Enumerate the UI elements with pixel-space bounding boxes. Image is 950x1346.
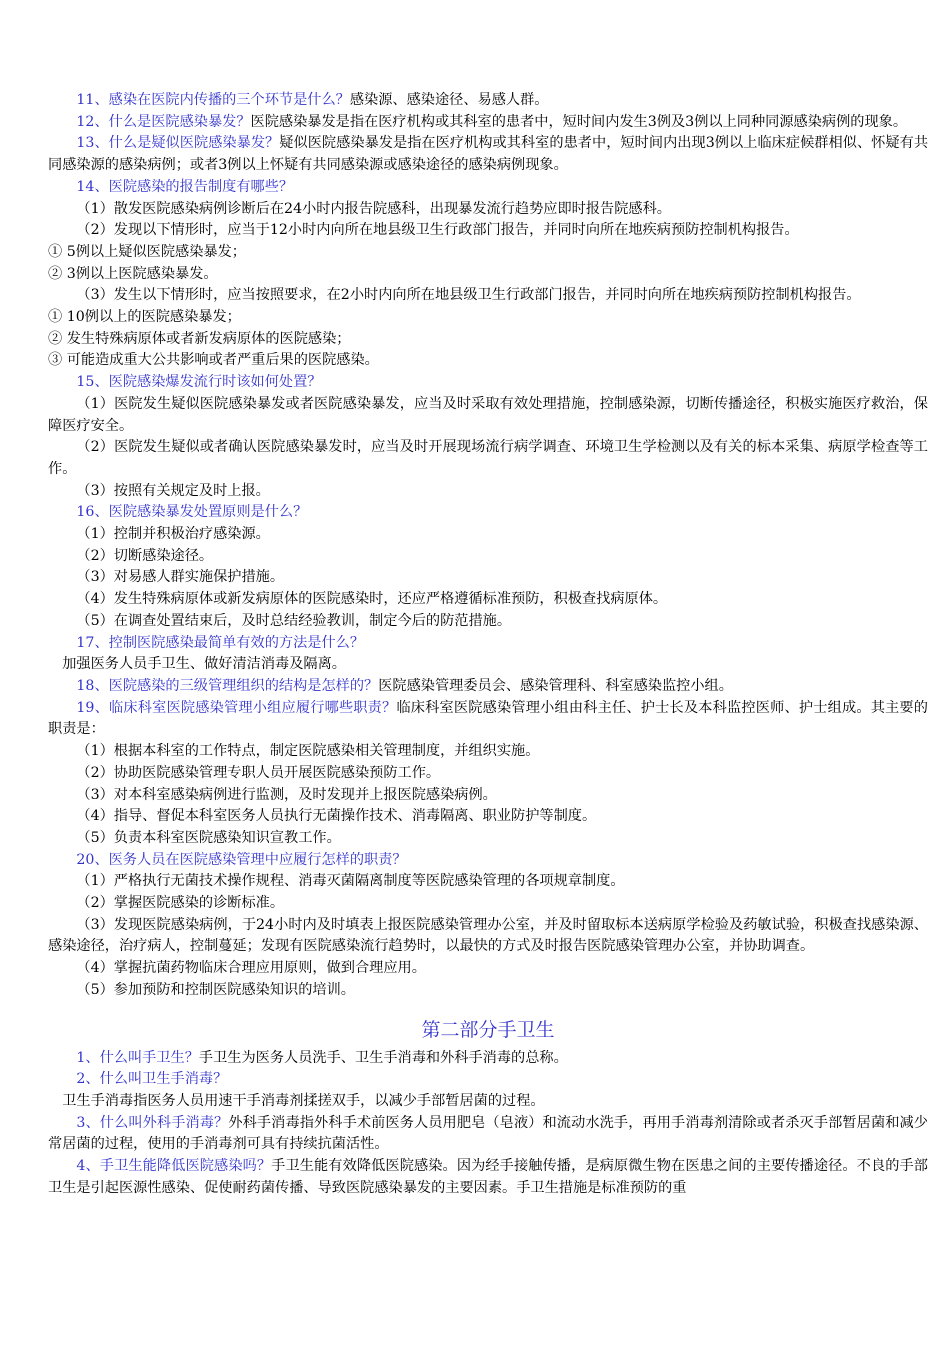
answer-line: （4）发生特殊病原体或新发病原体的医院感染时，还应严格遵循标准预防，积极查找病原体。: [76, 591, 668, 608]
question-16: 16、医院感染暴发处置原则是什么？: [76, 504, 308, 521]
qa-13: [48, 133, 928, 176]
answer: 疑似医院感染暴发是指在医疗机构或其科室的患者中，短时间内出现3例以上临床症候群相似、怀疑有共同感染源的感染病例；或者3例以上怀疑有共同感染源或感染途径的感染病例现象。: [48, 135, 929, 174]
question: 11、感染在医院内传播的三个环节是什么？: [76, 92, 350, 108]
question-17: 17、控制医院感染最简单有效的方法是什么？: [76, 634, 365, 651]
answer-line: （3）对本科室感染病例进行监测，及时发现并上报医院感染病例。: [76, 786, 497, 803]
question-hand-2: 2、什么叫卫生手消毒？: [76, 1071, 228, 1088]
answer-line: （5）参加预防和控制医院感染知识的培训。: [76, 981, 355, 998]
answer-line: （2）掌握医院感染的诊断标准。: [76, 895, 285, 912]
qa-18: [48, 676, 928, 698]
answer-line: （2）协助医院感染管理专职人员开展医院感染预防工作。: [76, 764, 441, 781]
answer-line: （1）根据本科室的工作特点，制定医院感染相关管理制度，并组织实施。: [76, 743, 540, 760]
answer-line: （5）负责本科室医院感染知识宣教工作。: [76, 829, 341, 846]
question: 19、临床科室医院感染管理小组应履行哪些职责？: [76, 699, 397, 716]
answer-line: （3）按照有关规定及时上报。: [76, 482, 270, 499]
answer: 手卫生为医务人员洗手、卫生手消毒和外科手消毒的总称。: [198, 1049, 568, 1066]
answer-line: （2）切断感染途径。: [76, 547, 214, 564]
question: 1、什么叫手卫生？: [76, 1049, 199, 1066]
answer: 医院感染暴发是指在医疗机构或其科室的患者中，短时间内发生3例及3例以上同种同源感染病例的现象。: [250, 113, 908, 130]
qa-hand-1: [48, 1048, 928, 1070]
list-item: ① 5例以上疑似医院感染暴发；: [48, 243, 246, 260]
answer-line: （3）对易感人群实施保护措施。: [76, 569, 285, 586]
answer: 医院感染管理委员会、感染管理科、科室感染监控小组。: [378, 677, 733, 694]
list-item: ② 发生特殊病原体或者新发病原体的医院感染；: [48, 330, 351, 347]
answer-line: 加强医务人员手卫生、做好清洁消毒及隔离。: [62, 656, 346, 673]
question-14: 14、医院感染的报告制度有哪些？: [76, 178, 294, 195]
answer-line: （3）发生以下情形时，应当按照要求，在2小时内向所在地县级卫生行政部门报告，并同时向所在地疾病预防控制机构报告。: [76, 287, 861, 304]
answer-line: （3）发现医院感染病例，于24小时内及时填表上报医院感染管理办公室，并及时留取标本送病原学检验及药敏试验，积极查找感染源、感染途径，治疗病人，控制蔓延；发现有医院感染流行趋势时，以最快的方式及时报告医院感染管理办公室，并协助调查。: [48, 916, 928, 955]
list-item: ① 10例以上的医院感染暴发；: [48, 309, 241, 326]
answer-line: （5）在调查处置结束后，及时总结经验教训，制定今后的防范措施。: [76, 612, 512, 629]
answer-line: （1）散发医院感染病例诊断后在24小时内报告院感科，出现暴发流行趋势应即时报告院感科。: [76, 200, 671, 217]
answer-line: （2）医院发生疑似或者确认医院感染暴发时，应当及时开展现场流行病学调查、环境卫生学检测以及有关的标本采集、病原学检查等工作。: [48, 439, 928, 477]
answer-line: （4）指导、督促本科室医务人员执行无菌操作技术、消毒隔离、职业防护等制度。: [76, 808, 597, 825]
question: 12、什么是医院感染暴发？: [76, 113, 251, 130]
answer-line: （1）医院发生疑似医院感染暴发或者医院感染暴发，应当及时采取有效处理措施，控制感染源，切断传播途径，积极实施医疗救治，保障医疗安全。: [48, 395, 928, 434]
answer-line: （2）发现以下情形时，应当于12小时内向所在地县级卫生行政部门报告，并同时向所在地疾病预防控制机构报告。: [76, 222, 799, 239]
list-item: ③ 可能造成重大公共影响或者严重后果的医院感染。: [48, 352, 379, 369]
answer: 手卫生能有效降低医院感染。因为经手接触传播，是病原微生物在医患之间的主要传播途径。不良的手部卫生是引起医源性感染、促使耐药菌传播、导致医院感染暴发的主要因素。手卫生措施是标准预防的重: [48, 1158, 928, 1196]
qa-hand-3: [48, 1113, 928, 1156]
answer-line: （4）掌握抗菌药物临床合理应用原则，做到合理应用。: [76, 960, 426, 977]
qa-11: [48, 90, 928, 112]
qa-19: [48, 698, 928, 741]
question: 3、什么叫外科手消毒？: [76, 1114, 229, 1131]
question-15: 15、医院感染爆发流行时该如何处置？: [76, 374, 322, 391]
answer-line: 卫生手消毒指医务人员用速干手消毒剂揉搓双手，以减少手部暂居菌的过程。: [62, 1092, 545, 1109]
question: 13、什么是疑似医院感染暴发？: [76, 135, 280, 152]
answer: 临床科室医院感染管理小组由科主任、护士长及本科监控医师、护士组成。其主要的职责是：: [48, 699, 928, 738]
question-20: 20、医务人员在医院感染管理中应履行怎样的职责？: [76, 851, 407, 868]
question: 4、手卫生能降低医院感染吗？: [76, 1158, 272, 1175]
list-item: ② 3例以上医院感染暴发。: [48, 265, 218, 282]
answer-line: （1）严格执行无菌技术操作规程、消毒灭菌隔离制度等医院感染管理的各项规章制度。: [76, 873, 625, 890]
section-title: 第二部分手卫生: [421, 1018, 555, 1041]
answer-line: （1）控制并积极治疗感染源。: [76, 526, 270, 543]
answer: 感染源、感染途径、易感人群。: [349, 92, 549, 108]
qa-12: [48, 112, 928, 134]
document-page: [48, 90, 928, 1199]
qa-hand-4: [48, 1156, 928, 1199]
question: 18、医院感染的三级管理组织的结构是怎样的？: [76, 677, 379, 694]
answer: 外科手消毒指外科手术前医务人员用肥皂（皂液）和流动水洗手，再用手消毒剂清除或者杀灭手部暂居菌和减少常居菌的过程，使用的手消毒剂可具有持续抗菌活性。: [48, 1114, 928, 1153]
